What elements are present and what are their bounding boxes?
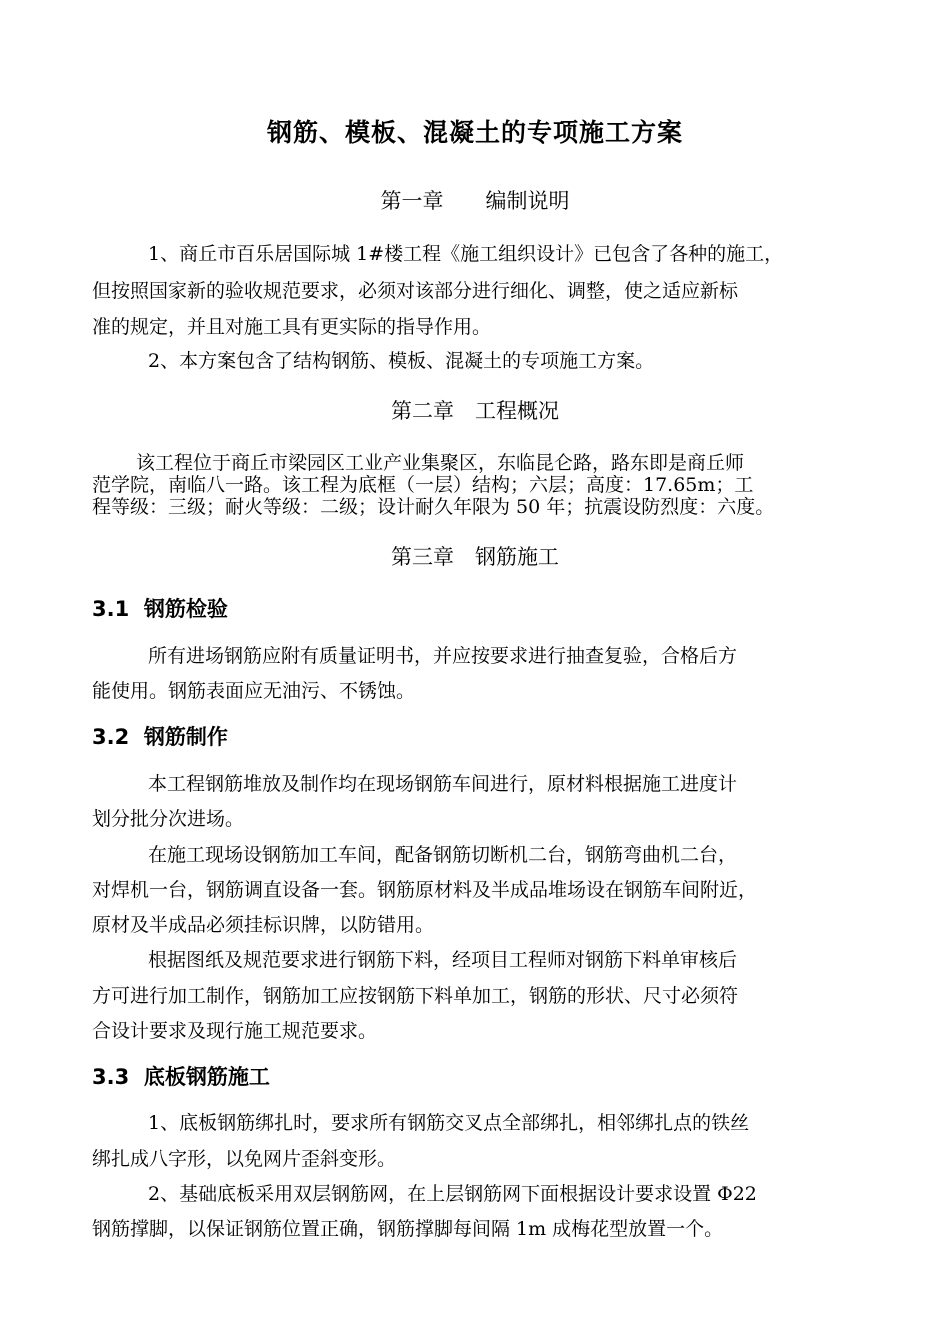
paragraph-line: 但按照国家新的验收规范要求，必须对该部分进行细化、调整，使之适应新标	[92, 280, 739, 302]
chapter-1-heading: 第一章 编制说明	[380, 189, 570, 213]
chapter-3-heading: 第三章 钢筋施工	[391, 545, 559, 569]
paragraph-line: 本工程钢筋堆放及制作均在现场钢筋车间进行，原材料根据施工进度计	[148, 773, 738, 795]
paragraph-line: 范学院，南临八一路。该工程为底框（一层）结构；六层；高度：17.65m；工	[92, 474, 754, 496]
paragraph-line: 1、底板钢筋绑扎时，要求所有钢筋交叉点全部绑扎，相邻绑扎点的铁丝	[148, 1112, 750, 1134]
section-3-3-heading: 3.3 底板钢筋施工	[92, 1065, 270, 1089]
paragraph-line: 2、基础底板采用双层钢筋网，在上层钢筋网下面根据设计要求设置 Φ22	[148, 1183, 757, 1205]
paragraph-line: 该工程位于商丘市梁园区工业产业集聚区，东临昆仑路，路东即是商丘师	[136, 452, 745, 474]
paragraph-line: 钢筋撑脚，以保证钢筋位置正确，钢筋撑脚每间隔 1m 成梅花型放置一个。	[92, 1218, 724, 1240]
paragraph-line: 所有进场钢筋应附有质量证明书，并应按要求进行抽查复验，合格后方	[148, 645, 738, 667]
paragraph-line: 根据图纸及规范要求进行钢筋下料，经项目工程师对钢筋下料单审核后	[148, 949, 738, 971]
section-3-1-heading: 3.1 钢筋检验	[92, 597, 228, 621]
paragraph-line: 2、本方案包含了结构钢筋、模板、混凝土的专项施工方案。	[148, 350, 655, 372]
paragraph-line: 1、商丘市百乐居国际城 1#楼工程《施工组织设计》已包含了各种的施工，	[148, 243, 784, 265]
paragraph-line: 合设计要求及现行施工规范要求。	[92, 1020, 378, 1042]
paragraph-line: 程等级：三级；耐火等级：二级；设计耐久年限为 50 年；抗震设防烈度：六度。	[92, 496, 775, 518]
chapter-2-heading: 第二章 工程概况	[391, 399, 559, 423]
document-title: 钢筋、模板、混凝土的专项施工方案	[266, 118, 683, 147]
paragraph-line: 方可进行加工制作，钢筋加工应按钢筋下料单加工，钢筋的形状、尺寸必须符	[92, 985, 739, 1007]
section-3-2-heading: 3.2 钢筋制作	[92, 725, 228, 749]
paragraph-line: 对焊机一台，钢筋调直设备一套。钢筋原材料及半成品堆场设在钢筋车间附近，	[92, 879, 758, 901]
paragraph-line: 绑扎成八字形，以免网片歪斜变形。	[92, 1148, 397, 1170]
paragraph-line: 准的规定，并且对施工具有更实际的指导作用。	[92, 316, 492, 338]
paragraph-line: 划分批分次进场。	[92, 808, 245, 830]
paragraph-line: 能使用。钢筋表面应无油污、不锈蚀。	[92, 680, 416, 702]
paragraph-line: 在施工现场设钢筋加工车间，配备钢筋切断机二台，钢筋弯曲机二台，	[148, 844, 738, 866]
paragraph-line: 原材及半成品必须挂标识牌，以防错用。	[92, 914, 435, 936]
